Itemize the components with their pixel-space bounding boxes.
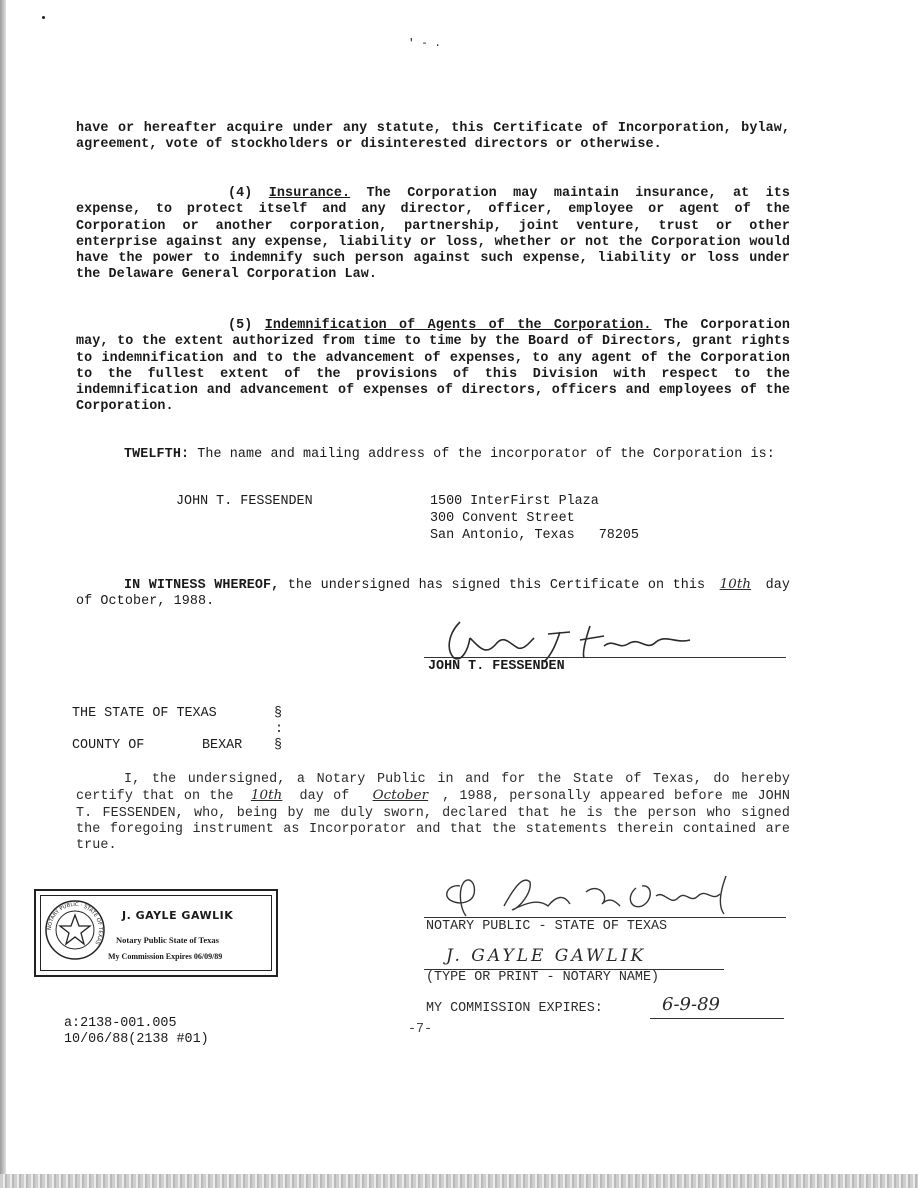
venue-county-label: COUNTY OF [72,738,145,753]
notary-commission-label: MY COMMISSION EXPIRES: [426,1001,603,1016]
footer-file-date: 10/06/88(2138 #01) [64,1032,209,1047]
incorporator-signature-line [424,657,786,658]
notary-text-a: I, the undersigned, a Notary Public in and for the State of Texas, do hereby certify that on the [76,772,790,805]
notary-paragraph [76,772,790,854]
incorporator-address-line2: 300 Convent Street [430,511,575,526]
paragraph-indemnification [76,318,790,416]
indemnification-heading: Indemnification of Agents of the Corporation. [264,318,652,333]
notary-signature-label: NOTARY PUBLIC - STATE OF TEXAS [426,919,668,934]
notary-seal-text: NOTARY PUBLIC · STATE OF TEXAS [46,901,104,946]
incorporator-address-line1: 1500 InterFirst Plaza [430,494,599,509]
header-marks: ' - . [408,38,442,50]
notary-stamp [34,889,278,977]
venue-colon: : [275,722,284,737]
stamp-line-3: My Commission Expires 06/09/89 [108,952,223,961]
indemnification-body: The Corporation may, to the extent authorized from time to time by the Board of Directors, grant rights to indemnification and to the advancement of expenses, to any agent of the Corporation to the fullest extent of the provisions of this Division with respect to the indemnification and advancement of expenses of directors, officers and employees of the Corporation. [76,318,790,415]
scan-speck [42,16,45,19]
incorporator-address-line3: San Antonio, Texas 78205 [430,528,639,543]
notary-seal-icon [44,899,106,961]
stamp-notary-name: J. GAYLE GAWLIK [122,909,234,922]
twelfth-body: The name and mailing address of the incorporator of the Corporation is: [197,447,775,462]
witness-text-a: the undersigned has signed this Certificate on this [287,578,706,593]
venue-county: BEXAR [202,738,243,753]
notary-commission-handwritten: 6-9-89 [662,994,720,1015]
notary-printed-name-handwritten: J. GAYLE GAWLIK [446,946,647,966]
page-number: -7- [408,1022,433,1037]
notary-commission-line [650,1018,784,1019]
insurance-number: (4) [228,186,253,201]
scan-left-edge [0,0,6,1188]
notary-signature-line [424,917,786,918]
witness-day-handwritten: 10th [719,577,752,592]
twelfth-label: TWELFTH: [124,447,190,462]
indemnification-number: (5) [228,318,253,333]
insurance-heading: Insurance. [268,186,351,201]
insurance-body: The Corporation may maintain insurance, at its expense, to protect itself and any director, officer, employee or agent of the Corporation or another corporation, partnership, joint venture, trust or other enterprise against any expense, liability or loss, whether or not the Corporation would have the power to indemnify such person against such expense, liability or loss under the Delaware General Corporation Law. [76,186,791,283]
witness-label: IN WITNESS WHEREOF, [124,578,280,593]
paragraph-continuation: have or hereafter acquire under any statute, this Certificate of Incorporation, bylaw, agreement, vote of stockholders or disinterested directors or otherwise. [76,121,790,153]
notary-month-handwritten: October [372,788,429,804]
footer-file-code: a:2138-001.005 [64,1016,177,1031]
notary-text-c: , 1988, personally appeared before me JOHN T. FESSENDEN, who, being by me duly sworn, declared that he is the person who signed the foregoing instrument as Incorporator and that the statements therein contained are true. [76,789,791,854]
notary-day-handwritten: 10th [250,788,283,804]
paragraph-twelfth [76,447,790,463]
notary-signature [420,866,750,922]
witness-paragraph [76,577,790,611]
incorporator-printed-name: JOHN T. FESSENDEN [428,659,565,674]
paragraph-insurance [76,186,790,284]
stamp-line-2: Notary Public State of Texas [116,935,219,945]
venue-state: THE STATE OF TEXAS [72,706,217,721]
notary-printed-name-label: (TYPE OR PRINT - NOTARY NAME) [426,970,660,985]
witness-text-b: day of October, 1988. [76,578,791,610]
venue-section-mark-1: § [274,706,283,721]
venue-section-mark-2: § [274,738,283,753]
notary-text-b: day of [299,789,350,805]
incorporator-name: JOHN T. FESSENDEN [176,494,313,509]
scan-bottom-edge [0,1174,918,1188]
